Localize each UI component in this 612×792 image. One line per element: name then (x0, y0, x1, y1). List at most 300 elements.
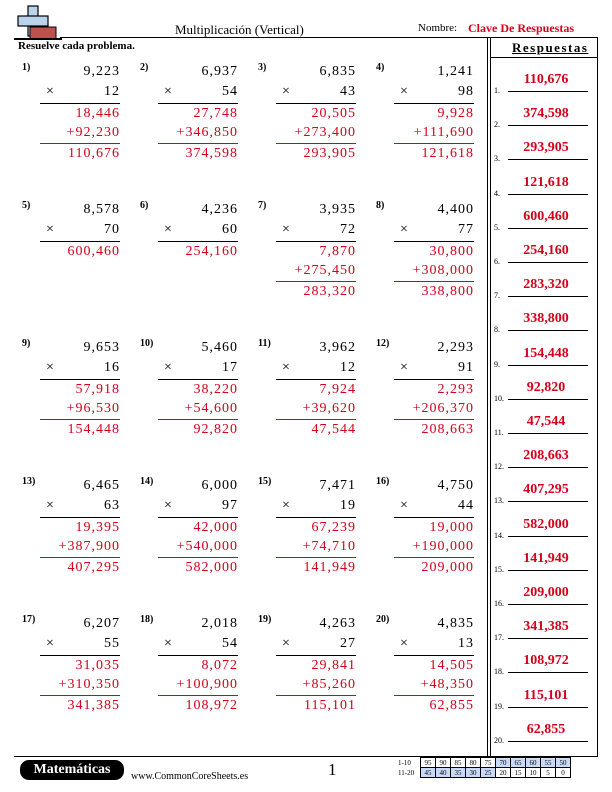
problem-number: 16) (376, 476, 390, 487)
partial-sum-rule (394, 143, 474, 144)
answer-blank-line (508, 638, 588, 639)
problem-number: 7) (258, 200, 267, 211)
answer-value: 338,800 (523, 311, 569, 327)
score-cell: 85 (451, 758, 466, 768)
answer-number: 20. (494, 735, 504, 745)
multiplier: 98 (458, 84, 474, 99)
answer-item (494, 551, 598, 585)
product-answer: 374,598 (185, 146, 238, 161)
partial-product: +308,000 (412, 263, 474, 278)
partial-product: +190,000 (412, 539, 474, 554)
multiplier: 12 (104, 84, 120, 99)
problem (140, 614, 238, 724)
product-answer: 209,000 (421, 560, 474, 575)
multiplier: 91 (458, 360, 474, 375)
partial-product: +39,620 (302, 401, 356, 416)
times-sign: × (164, 360, 172, 375)
product-answer: 341,385 (67, 698, 120, 713)
partial-product: +310,350 (58, 677, 120, 692)
problem (258, 614, 356, 724)
partial-sum-rule (276, 695, 356, 696)
score-cell: 50 (556, 758, 571, 768)
answer-number: 14. (494, 530, 504, 540)
partial-product: +387,900 (58, 539, 120, 554)
partial-sum-rule (40, 143, 120, 144)
answer-item (494, 722, 598, 756)
times-sign: × (46, 498, 54, 513)
score-row-label: 1-10 (398, 758, 411, 767)
problem (22, 200, 120, 310)
partial-sum-rule (394, 281, 474, 282)
answer-number: 4. (494, 188, 500, 198)
answer-value: 110,676 (523, 72, 569, 87)
plus-logo-icon (14, 4, 58, 42)
multiplicand: 1,241 (437, 64, 474, 79)
problem-number: 9) (22, 338, 31, 349)
problem-rule (394, 517, 474, 518)
problem-number: 20) (376, 614, 390, 625)
product-answer: 283,320 (303, 284, 356, 299)
answer-blank-line (508, 125, 588, 126)
partial-product: 18,446 (75, 106, 120, 121)
answer-value: 115,101 (523, 687, 569, 703)
problem-rule (40, 379, 120, 380)
answer-number: 7. (494, 291, 500, 301)
partial-product: 20,505 (311, 106, 356, 121)
answer-number: 12. (494, 462, 504, 472)
multiplier: 97 (222, 498, 238, 513)
problem (140, 62, 238, 172)
multiplicand: 6,000 (201, 478, 238, 493)
header-rule (60, 37, 598, 38)
multiplier: 70 (104, 222, 120, 237)
answer-item (494, 653, 598, 687)
multiplier: 43 (340, 84, 356, 99)
product-answer: 62,855 (429, 698, 474, 713)
answer-number: 10. (494, 393, 504, 403)
answer-blank-line (508, 570, 588, 571)
problem-number: 11) (258, 338, 271, 349)
answers-title: Respuestas (512, 40, 589, 55)
answer-item (494, 209, 598, 243)
times-sign: × (46, 636, 54, 651)
partial-product: 19,000 (429, 520, 474, 535)
multiplicand: 4,236 (201, 202, 238, 217)
answer-item (494, 346, 598, 380)
problem (376, 338, 474, 448)
problem-rule (158, 655, 238, 656)
answer-item (494, 585, 598, 619)
times-sign: × (46, 222, 54, 237)
answer-blank-line (508, 159, 588, 160)
partial-product: 67,239 (311, 520, 356, 535)
score-cell: 75 (481, 758, 496, 768)
partial-product: +85,260 (302, 677, 356, 692)
score-cell: 25 (481, 768, 496, 778)
partial-product: 57,918 (75, 382, 120, 397)
answer-blank-line (508, 707, 588, 708)
multiplier: 12 (340, 360, 356, 375)
problem-number: 4) (376, 62, 385, 73)
answer-value: 293,905 (523, 140, 569, 156)
product-answer: 154,448 (67, 422, 120, 437)
multiplicand: 3,935 (319, 202, 356, 217)
product-answer: 115,101 (304, 698, 356, 713)
times-sign: × (282, 636, 290, 651)
partial-product: +48,350 (420, 677, 474, 692)
partial-sum-rule (276, 557, 356, 558)
answer-value: 141,949 (523, 550, 569, 566)
problem-rule (276, 379, 356, 380)
multiplicand: 5,460 (201, 340, 238, 355)
partial-sum-rule (158, 419, 238, 420)
answer-item (494, 619, 598, 653)
answer-value: 62,855 (526, 721, 566, 737)
partial-sum-rule (158, 695, 238, 696)
answer-number: 3. (494, 154, 500, 164)
answer-number: 2. (494, 120, 500, 130)
partial-product: 8,072 (201, 658, 238, 673)
times-sign: × (400, 498, 408, 513)
partial-product: 9,928 (437, 106, 474, 121)
partial-product: +96,530 (66, 401, 120, 416)
problem-number: 2) (140, 62, 149, 73)
partial-product: +346,850 (176, 125, 238, 140)
problem (258, 200, 356, 310)
partial-product: 42,000 (193, 520, 238, 535)
problem (376, 476, 474, 586)
multiplicand: 2,293 (437, 340, 474, 355)
multiplicand: 6,207 (83, 616, 120, 631)
answer-blank-line (508, 501, 588, 502)
answer-item (494, 380, 598, 414)
multiplicand: 4,400 (437, 202, 474, 217)
problem-number: 5) (22, 200, 31, 211)
answer-blank-line (508, 399, 588, 400)
multiplicand: 2,018 (201, 616, 238, 631)
answer-item (494, 72, 598, 106)
answer-value: 374,598 (523, 106, 569, 122)
multiplicand: 6,465 (83, 478, 120, 493)
partial-product: +111,690 (413, 125, 474, 140)
partial-product: 27,748 (193, 106, 238, 121)
name-value: Clave De Respuestas (468, 21, 574, 35)
problem (22, 62, 120, 172)
score-cell: 95 (421, 758, 436, 768)
times-sign: × (282, 84, 290, 99)
answer-blank-line (508, 467, 588, 468)
partial-product: +100,900 (176, 677, 238, 692)
times-sign: × (282, 360, 290, 375)
problem (22, 614, 120, 724)
answer-value: 600,460 (523, 208, 569, 224)
product-answer: 92,820 (193, 422, 238, 437)
score-cell: 40 (436, 768, 451, 778)
answer-item (494, 106, 598, 140)
score-cell: 0 (556, 768, 571, 778)
partial-product: +206,370 (412, 401, 474, 416)
product-answer: 600,460 (67, 244, 120, 259)
partial-sum-rule (40, 419, 120, 420)
problem-rule (394, 379, 474, 380)
problem (140, 338, 238, 448)
problem-number: 10) (140, 338, 154, 349)
product-answer: 582,000 (185, 560, 238, 575)
multiplier: 54 (222, 636, 238, 651)
score-cell: 15 (511, 768, 526, 778)
answer-item (494, 175, 598, 209)
answer-value: 283,320 (523, 277, 569, 293)
score-table (398, 757, 571, 778)
problem (376, 200, 474, 310)
answer-item (494, 140, 598, 174)
answer-number: 11. (494, 428, 504, 437)
problem (258, 338, 356, 448)
times-sign: × (400, 222, 408, 237)
answer-blank-line (508, 741, 588, 742)
answer-value: 154,448 (523, 345, 569, 361)
multiplier: 17 (222, 360, 238, 375)
answer-number: 16. (494, 599, 504, 608)
problem-rule (276, 241, 356, 242)
problem-rule (40, 517, 120, 518)
times-sign: × (282, 222, 290, 237)
product-answer: 141,949 (303, 560, 356, 575)
multiplicand: 9,223 (83, 64, 120, 79)
problem (140, 200, 238, 310)
answer-blank-line (508, 194, 588, 195)
problem-rule (276, 655, 356, 656)
multiplicand: 9,653 (83, 340, 120, 355)
multiplier: 77 (458, 222, 474, 237)
score-row-label: 11-20 (398, 768, 415, 777)
partial-product: 31,035 (75, 658, 120, 673)
answer-blank-line (508, 433, 588, 434)
product-answer: 293,905 (303, 146, 356, 161)
problem-rule (40, 241, 120, 242)
problem (22, 476, 120, 586)
partial-product: 30,800 (429, 244, 474, 259)
page-number: 1 (328, 760, 337, 779)
times-sign: × (400, 84, 408, 99)
answer-number: 9. (494, 359, 500, 369)
score-cell: 80 (466, 758, 481, 768)
multiplier: 16 (104, 360, 120, 375)
problem-number: 1) (22, 62, 31, 73)
problem-rule (158, 379, 238, 380)
answer-column-divider (487, 38, 488, 756)
problem-number: 13) (22, 476, 36, 487)
multiplicand: 6,835 (319, 64, 356, 79)
product-answer: 47,544 (311, 422, 356, 437)
partial-sum-rule (276, 281, 356, 282)
answer-number: 13. (494, 496, 504, 506)
problem-rule (158, 241, 238, 242)
problem-number: 18) (140, 614, 154, 625)
answer-column-divider (490, 38, 491, 756)
partial-sum-rule (158, 557, 238, 558)
answer-value: 582,000 (523, 516, 569, 532)
answer-item (494, 277, 598, 311)
score-cell: 60 (526, 758, 541, 768)
partial-product: +540,000 (176, 539, 238, 554)
partial-sum-rule (394, 557, 474, 558)
product-answer: 254,160 (185, 244, 238, 259)
problem (140, 476, 238, 586)
answer-item (494, 482, 598, 516)
score-cell: 20 (496, 768, 511, 778)
partial-product: +74,710 (302, 539, 356, 554)
multiplicand: 8,578 (83, 202, 120, 217)
partial-product: 2,293 (437, 382, 474, 397)
problem-number: 17) (22, 614, 36, 625)
score-cell: 10 (526, 768, 541, 778)
problem (22, 338, 120, 448)
multiplicand: 4,835 (437, 616, 474, 631)
score-cell: 5 (541, 768, 556, 778)
partial-product: 19,395 (75, 520, 120, 535)
partial-product: 29,841 (311, 658, 356, 673)
answer-number: 8. (494, 325, 500, 335)
multiplier: 63 (104, 498, 120, 513)
times-sign: × (282, 498, 290, 513)
product-answer: 110,676 (68, 146, 120, 161)
partial-sum-rule (394, 419, 474, 420)
partial-sum-rule (276, 419, 356, 420)
multiplier: 19 (340, 498, 356, 513)
multiplicand: 6,937 (201, 64, 238, 79)
multiplier: 27 (340, 636, 356, 651)
answer-number: 6. (494, 257, 500, 266)
score-cell: 70 (496, 758, 511, 768)
multiplier: 54 (222, 84, 238, 99)
partial-product: +54,600 (184, 401, 238, 416)
problem-rule (394, 241, 474, 242)
product-answer: 121,618 (421, 146, 474, 161)
answer-item (494, 448, 598, 482)
name-label: Nombre: (418, 22, 458, 34)
times-sign: × (164, 498, 172, 513)
answer-value: 108,972 (523, 653, 569, 669)
multiplicand: 7,471 (319, 478, 356, 493)
problem-rule (276, 103, 356, 104)
answer-item (494, 414, 598, 448)
instructions: Resuelve cada problema. (18, 40, 135, 52)
partial-product: 7,870 (319, 244, 356, 259)
problem-rule (394, 103, 474, 104)
multiplicand: 4,750 (437, 478, 474, 493)
multiplier: 13 (458, 636, 474, 651)
subject-badge: Matemáticas (20, 760, 124, 780)
times-sign: × (46, 84, 54, 99)
problem-number: 6) (140, 200, 149, 211)
partial-product: +273,400 (294, 125, 356, 140)
problem-rule (158, 103, 238, 104)
answer-blank-line (508, 91, 588, 92)
partial-product: 7,924 (319, 382, 356, 397)
multiplier: 55 (104, 636, 120, 651)
score-cell: 90 (436, 758, 451, 768)
problem-rule (40, 103, 120, 104)
answer-value: 209,000 (523, 585, 569, 600)
answer-item (494, 517, 598, 551)
answer-number: 18. (494, 667, 504, 677)
answer-number: 15. (494, 564, 504, 574)
answer-blank-line (508, 262, 588, 263)
score-cell: 65 (511, 758, 526, 768)
answer-value: 341,385 (523, 619, 569, 635)
multiplier: 60 (222, 222, 238, 237)
multiplicand: 4,263 (319, 616, 356, 631)
answer-number: 5. (494, 222, 500, 232)
product-answer: 108,972 (185, 698, 238, 713)
product-answer: 338,800 (421, 284, 474, 299)
answer-blank-line (508, 365, 588, 366)
site-url: www.CommonCoreSheets.es (131, 771, 249, 782)
problem-number: 3) (258, 62, 267, 73)
score-cell: 30 (466, 768, 481, 778)
problem (258, 62, 356, 172)
answer-number: 19. (494, 701, 504, 711)
partial-sum-rule (40, 695, 120, 696)
partial-sum-rule (158, 143, 238, 144)
times-sign: × (46, 360, 54, 375)
product-answer: 208,663 (421, 422, 474, 437)
partial-sum-rule (40, 557, 120, 558)
problem (376, 62, 474, 172)
problem-number: 15) (258, 476, 272, 487)
partial-product: +275,450 (294, 263, 356, 278)
score-cell: 55 (541, 758, 556, 768)
problem-number: 12) (376, 338, 390, 349)
answer-blank-line (508, 330, 588, 331)
problem-rule (394, 655, 474, 656)
partial-product: 14,505 (429, 658, 474, 673)
answers-title-rule (491, 57, 597, 58)
problem-number: 8) (376, 200, 385, 211)
answer-value: 92,820 (526, 379, 566, 395)
times-sign: × (400, 636, 408, 651)
times-sign: × (400, 360, 408, 375)
problem-rule (40, 655, 120, 656)
answer-value: 254,160 (523, 243, 569, 258)
problem-number: 14) (140, 476, 154, 487)
partial-product: +92,230 (66, 125, 120, 140)
answer-value: 407,295 (523, 482, 569, 498)
answer-value: 121,618 (523, 174, 569, 190)
problem (258, 476, 356, 586)
multiplier: 72 (340, 222, 356, 237)
product-answer: 407,295 (67, 560, 120, 575)
partial-sum-rule (394, 695, 474, 696)
answer-blank-line (508, 604, 588, 605)
answer-blank-line (508, 296, 588, 297)
multiplicand: 3,962 (319, 340, 356, 355)
answer-number: 1. (494, 86, 500, 95)
problem-rule (158, 517, 238, 518)
worksheet-title: Multiplicación (Vertical) (175, 22, 304, 37)
answer-value: 208,663 (523, 448, 569, 464)
times-sign: × (164, 636, 172, 651)
times-sign: × (164, 84, 172, 99)
times-sign: × (164, 222, 172, 237)
answer-item (494, 688, 598, 722)
problem-number: 19) (258, 614, 272, 625)
multiplier: 44 (458, 498, 474, 513)
answer-number: 17. (494, 633, 504, 643)
problem-rule (276, 517, 356, 518)
problem (376, 614, 474, 724)
